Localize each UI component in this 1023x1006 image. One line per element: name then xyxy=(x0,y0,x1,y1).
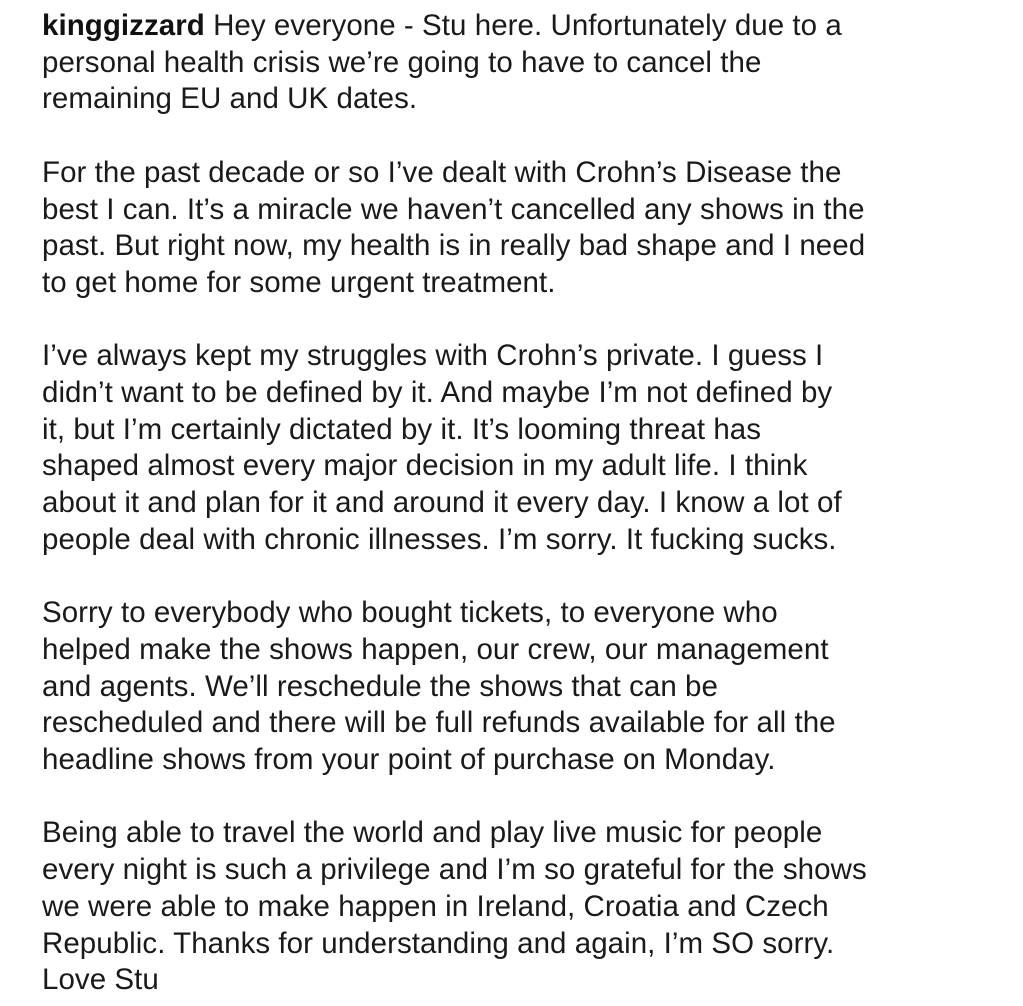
caption-line: shaped almost every major decision in my adult life. I think xyxy=(42,449,808,483)
caption-paragraph-2 xyxy=(42,155,992,302)
caption-paragraph-3 xyxy=(42,338,992,558)
caption-line: Republic. Thanks for understanding and again, I’m SO sorry. xyxy=(42,926,835,960)
caption-line: didn’t want to be defined by it. And maybe I’m not defined by xyxy=(42,376,833,409)
caption-line: Love Stu xyxy=(42,963,159,997)
caption-line: best I can. It’s a miracle we haven’t cancelled any shows in the xyxy=(42,192,865,226)
caption-line: and agents. We’ll reschedule the shows that can be xyxy=(42,669,718,703)
caption-paragraph-1 xyxy=(42,8,992,118)
caption-line: For the past decade or so I’ve dealt with Crohn’s Disease the xyxy=(42,155,842,189)
post-caption xyxy=(42,8,992,999)
caption-line: we were able to make happen in Ireland, Croatia and Czech xyxy=(42,889,829,923)
caption-line: to get home for some urgent treatment. xyxy=(42,265,556,299)
caption-line: every night is such a privilege and I’m so grateful for the shows xyxy=(42,853,867,887)
caption-line: I’ve always kept my struggles with Crohn’s private. I guess I xyxy=(42,339,824,373)
caption-line: remaining EU and UK dates. xyxy=(42,82,418,116)
caption-line: Being able to travel the world and play live music for people xyxy=(42,816,823,850)
caption-line xyxy=(42,8,992,45)
caption-line: Sorry to everybody who bought tickets, to everyone who xyxy=(42,596,778,630)
caption-line: rescheduled and there will be full refunds available for all the xyxy=(42,706,836,740)
caption-line: it, but I’m certainly dictated by it. It’s looming threat has xyxy=(42,412,762,446)
caption-line: personal health crisis we’re going to have to cancel the xyxy=(42,45,762,79)
caption-line: about it and plan for it and around it every day. I know a lot of xyxy=(42,486,842,520)
caption-line: past. But right now, my health is in really bad shape and I need xyxy=(42,229,866,263)
caption-line: headline shows from your point of purchase on Monday. xyxy=(42,743,776,777)
caption-paragraph-5 xyxy=(42,815,992,999)
username-link[interactable]: kinggizzard xyxy=(42,9,205,42)
caption-line: helped make the shows happen, our crew, our management xyxy=(42,632,829,666)
caption-paragraph-4 xyxy=(42,595,992,779)
caption-text: Hey everyone - Stu here. Unfortunately due to a xyxy=(213,9,842,42)
caption-line: people deal with chronic illnesses. I’m sorry. It fucking sucks. xyxy=(42,522,837,556)
